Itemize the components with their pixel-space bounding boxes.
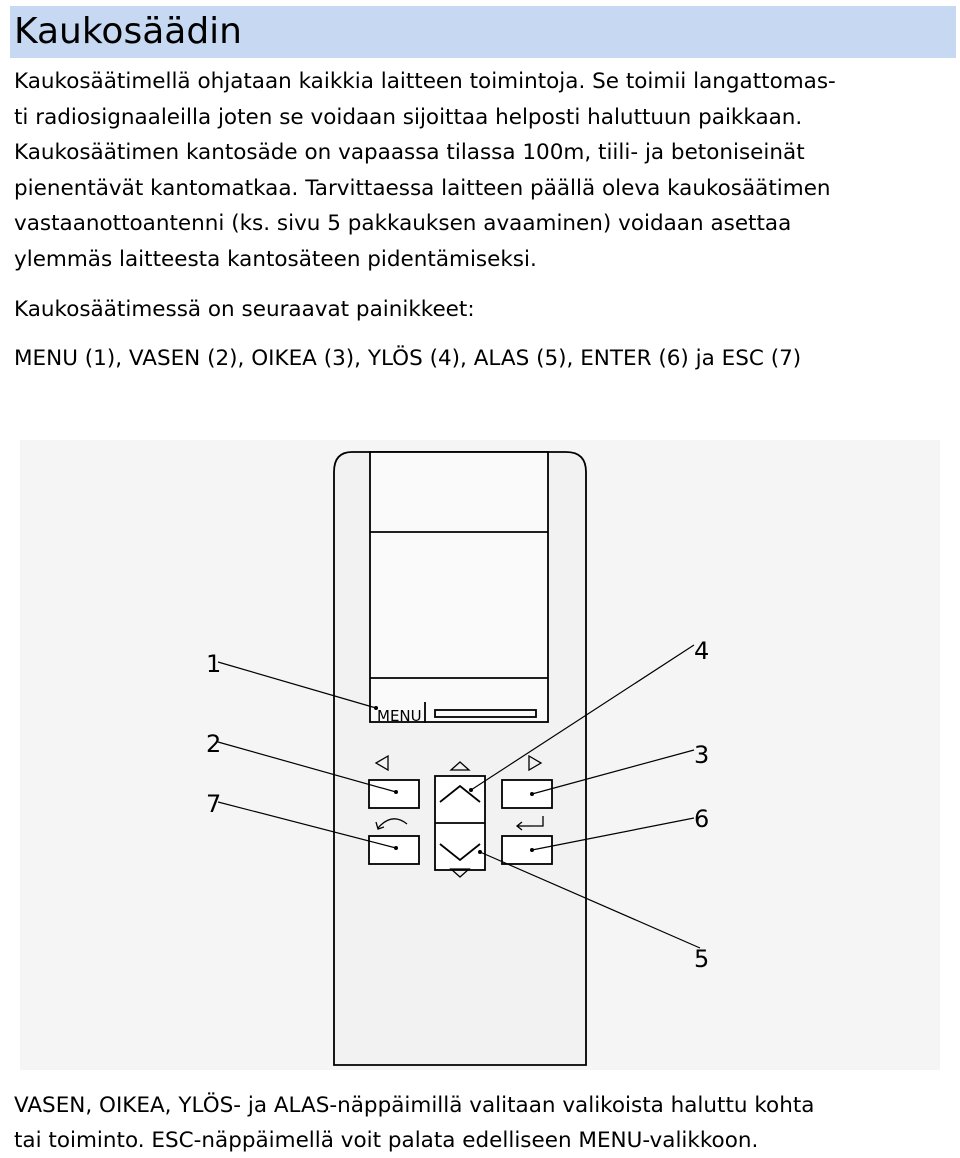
remote-control-diagram [20, 440, 940, 1070]
intro-line: vastaanottoantenni (ks. sivu 5 pakkauksen avaaminen) voidaan asettaa [14, 211, 792, 236]
callout-number-2: 2 [206, 730, 222, 758]
esc-button[interactable] [369, 836, 419, 864]
buttons-list: MENU (1), VASEN (2), OIKEA (3), YLÖS (4), ALAS (5), ENTER (6) ja ESC (7) [14, 346, 802, 371]
callout-dot [394, 846, 398, 850]
intro-line: Kaukosäätimellä ohjataan kaikkia laitteen toimintoja. Se toimii langattomas- [14, 69, 836, 94]
callout-dot [469, 788, 473, 792]
footer-line: VASEN, OIKEA, YLÖS- ja ALAS-näppäimillä valitaan valikoista haluttu kohta [14, 1093, 815, 1118]
display-window [370, 452, 548, 722]
callout-dot [478, 850, 482, 854]
heading-bar [10, 6, 956, 58]
buttons-intro: Kaukosäätimessä on seuraavat painikkeet: [14, 297, 475, 322]
page-title: Kaukosäädin [14, 11, 242, 52]
right-button[interactable] [502, 780, 552, 808]
callout-number-1: 1 [206, 650, 222, 678]
intro-line: pienentävät kantomatkaa. Tarvittaessa laitteen päällä oleva kaukosäätimen [14, 175, 831, 201]
enter-button[interactable] [502, 836, 552, 864]
left-button[interactable] [369, 780, 419, 808]
callout-number-7: 7 [206, 790, 222, 818]
callout-dot [530, 848, 534, 852]
callout-number-4: 4 [694, 637, 710, 665]
menu-key-label[interactable]: MENU [377, 707, 422, 725]
footer-paragraph [14, 1088, 814, 1158]
intro-paragraph [14, 64, 836, 277]
footer-line: tai toiminto. ESC-näppäimellä voit palata edelliseen MENU-valikkoon. [14, 1128, 759, 1153]
intro-line: ylemmäs laitteesta kantosäteen pidentämiseksi. [14, 246, 537, 272]
callout-number-6: 6 [694, 805, 710, 833]
intro-line: Kaukosäätimen kantosäde on vapaassa tilassa 100m, tiili- ja betoniseinät [14, 140, 805, 165]
callout-number-5: 5 [694, 945, 710, 973]
intro-line: ti radiosignaaleilla joten se voidaan sijoittaa helposti haluttuun paikkaan. [14, 104, 803, 130]
callout-number-3: 3 [694, 741, 710, 769]
callout-dot [530, 792, 534, 796]
callout-dot [394, 790, 398, 794]
